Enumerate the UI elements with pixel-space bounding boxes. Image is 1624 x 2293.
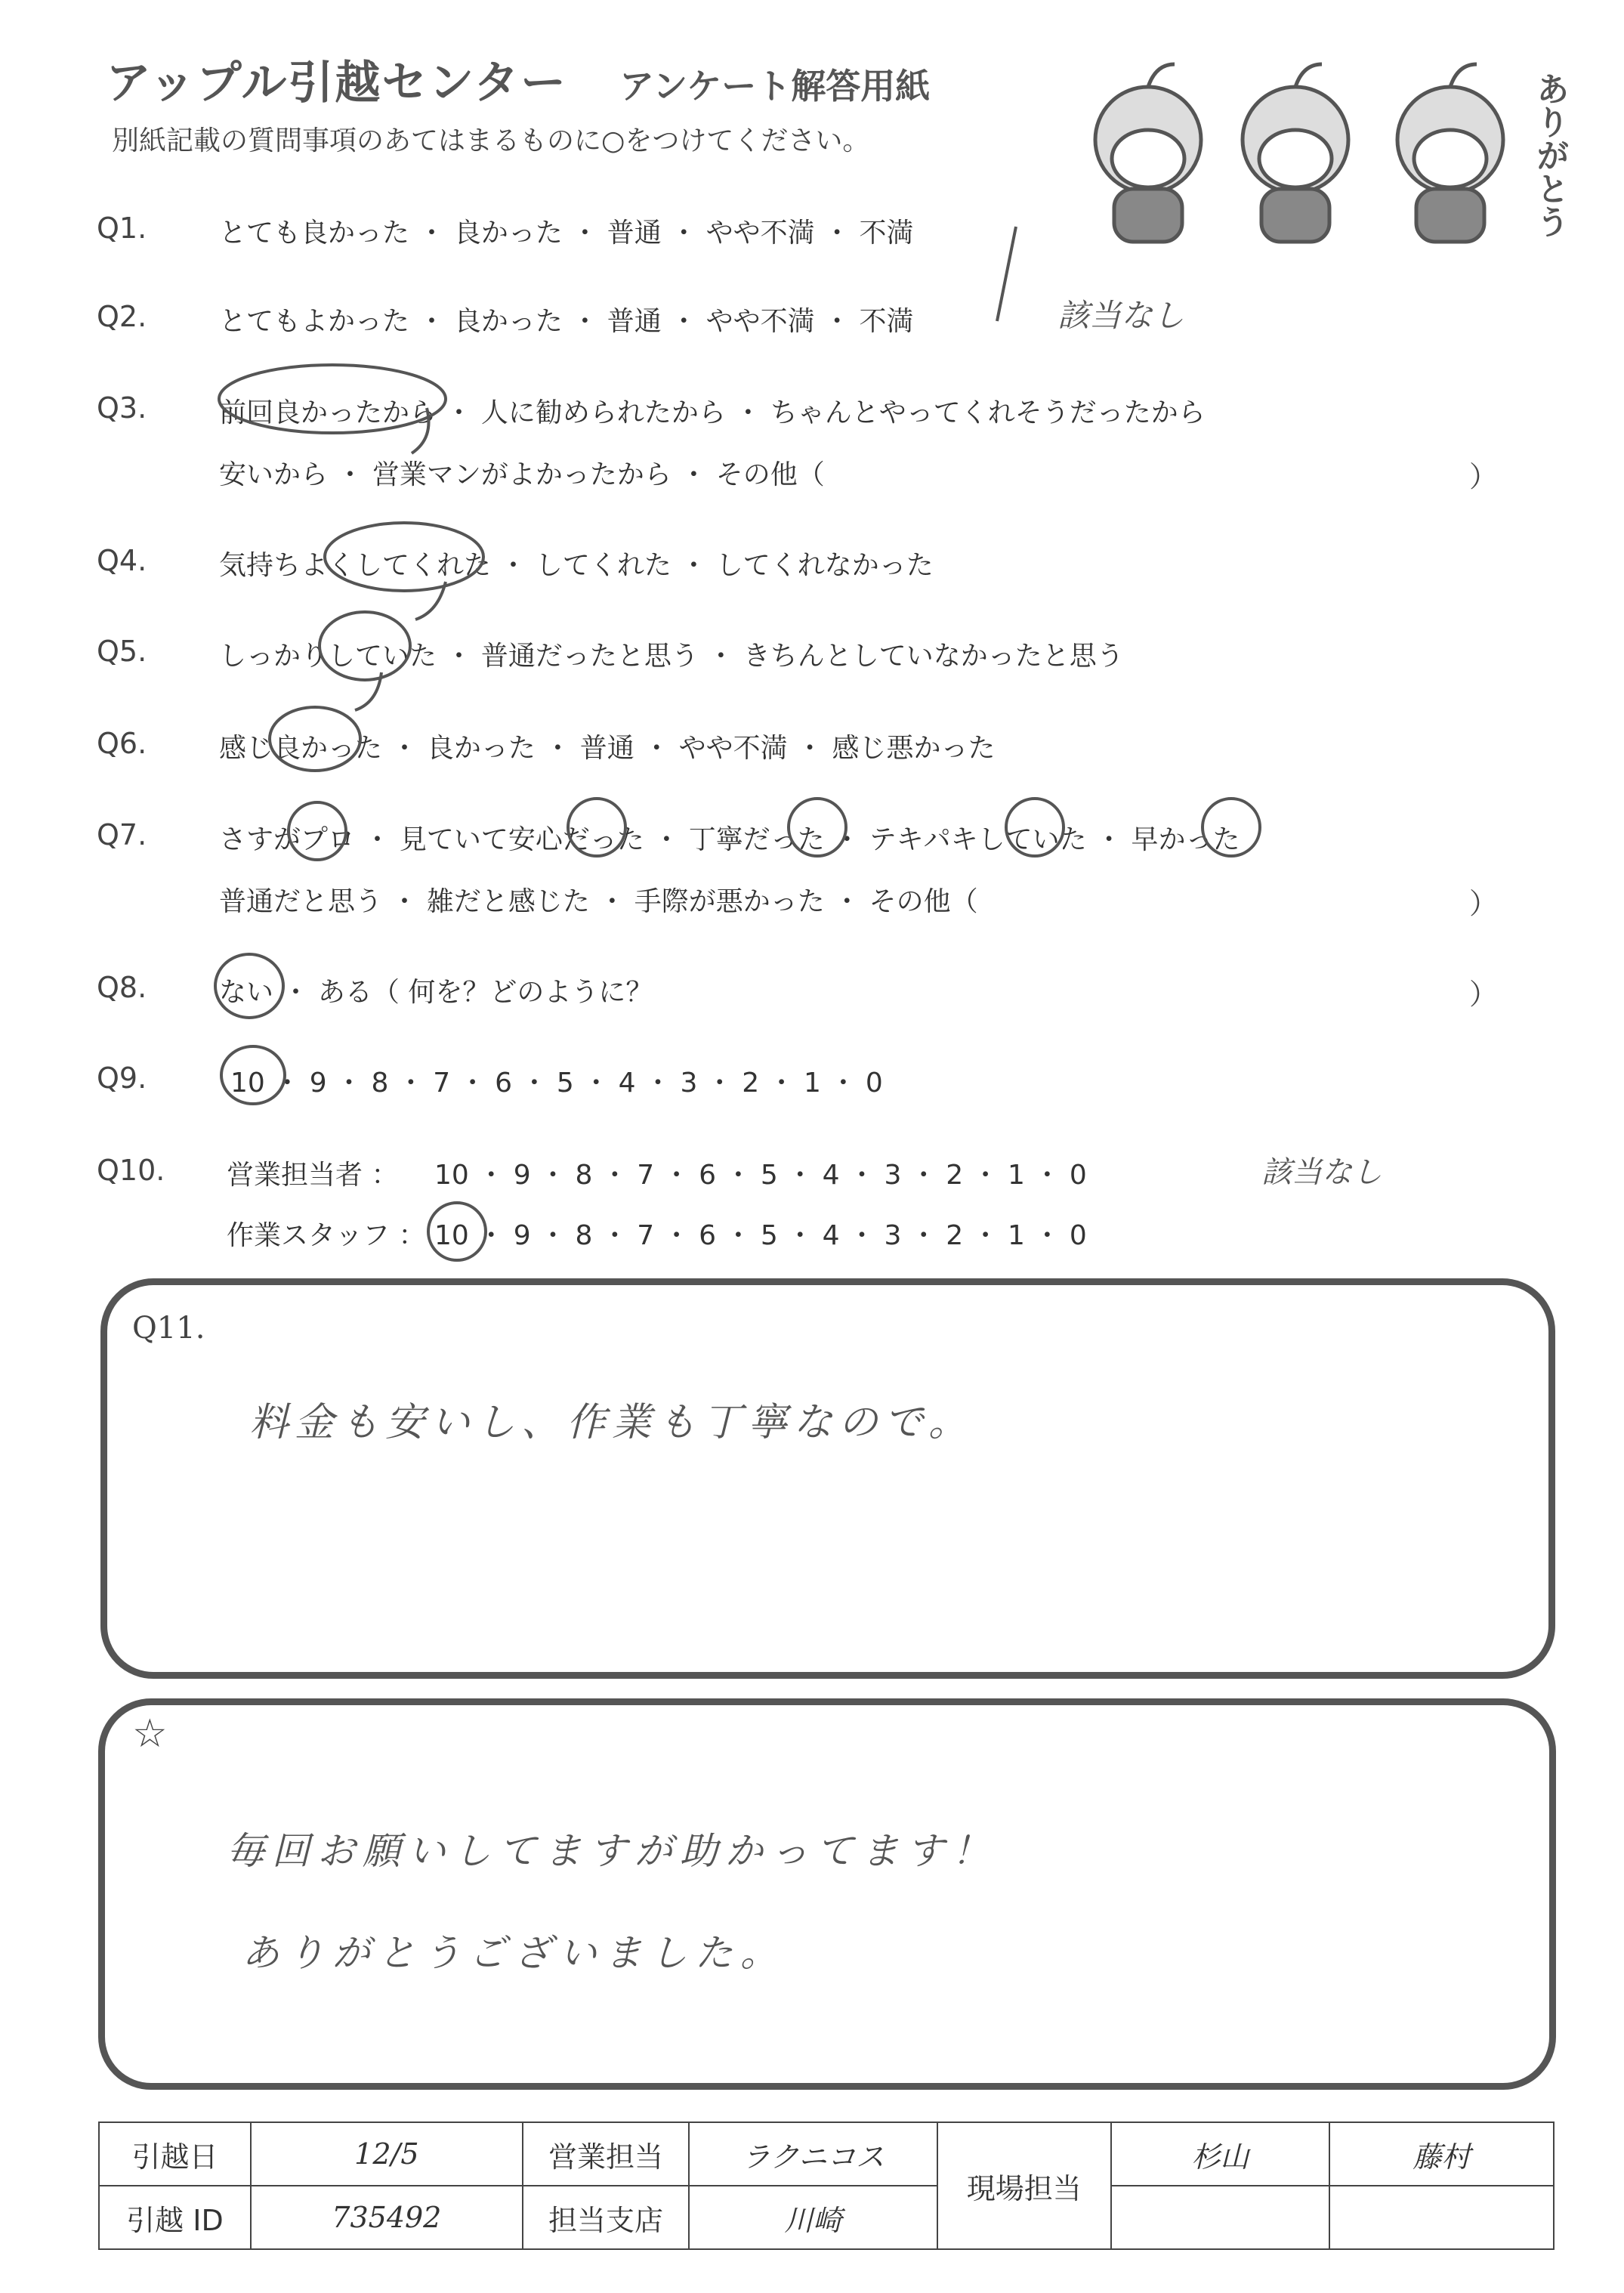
q7-answer-circle-3 (789, 799, 846, 856)
instruction-text: 別紙記載の質問事項のあてはまるものに○をつけてください。 (112, 125, 870, 156)
q3-answer-tail (412, 408, 429, 453)
q10-staff-scale: 10 ・ 9 ・ 8 ・ 7 ・ 6 ・ 5 ・ 4 ・ 3 ・ 2 ・ 1 ・ 0 (434, 1220, 1087, 1251)
q7-answer-circle-4 (1006, 799, 1064, 856)
mascot-thanks-text: ありがとう (1530, 72, 1569, 238)
q2-options: とてもよかった ・ 良かった ・ 普通 ・ やや不満 ・ 不満 (219, 306, 914, 337)
q9-answer-circle (221, 1046, 285, 1104)
q8-close-paren: ） (1469, 978, 1499, 1011)
q7-answer-circle-5 (1203, 799, 1260, 856)
q7-options-line2: 普通だと思う ・ 雑だと感じた ・ 手際が悪かった ・ その他（ (219, 886, 978, 917)
form-subtitle: アンケート解答用紙 (619, 66, 931, 107)
q8-label: Q8. (97, 971, 147, 1004)
branch-value: 川崎 (689, 2186, 937, 2249)
q6-answer-circle (270, 707, 360, 771)
site-rep-2-empty-cell (1329, 2186, 1554, 2249)
site-rep-1-empty-cell (1111, 2186, 1329, 2249)
q5-answer-circle (320, 612, 410, 680)
q9-label: Q9. (97, 1062, 147, 1095)
q8-answer-circle (215, 954, 283, 1018)
q6-options: 感じ良かった ・ 良かった ・ 普通 ・ やや不満 ・ 感じ悪かった (219, 733, 996, 764)
q10-label: Q10. (97, 1154, 165, 1187)
q9-scale: 10 ・ 9 ・ 8 ・ 7 ・ 6 ・ 5 ・ 4 ・ 3 ・ 2 ・ 1 ・ 0 (230, 1068, 883, 1099)
star-icon: ☆ (132, 1711, 168, 1757)
q4-label: Q4. (97, 544, 147, 577)
q7-label: Q7. (97, 818, 147, 851)
q1-q2-bracket-line (997, 227, 1016, 321)
q3-options-line1: 前回良かったから ・ 人に勧められたから ・ ちゃんとやってくれそうだったから (219, 397, 1206, 428)
q5-options: しっかりしていた ・ 普通だったと思う ・ きちんとしていなかったと思う (219, 641, 1124, 672)
q7-answer-circle-1 (289, 802, 346, 860)
q1-options: とても良かった ・ 良かった ・ 普通 ・ やや不満 ・ 不満 (219, 218, 914, 249)
q7-close-paren: ） (1469, 887, 1499, 920)
q6-label: Q6. (97, 727, 147, 760)
q4-answer-circle (325, 523, 483, 591)
q2-label: Q2. (97, 300, 147, 333)
company-title: アップル引越センター (106, 57, 567, 110)
footer-info-table (98, 2121, 1555, 2250)
q10-sales-handwritten-note: 該当なし (1261, 1155, 1382, 1190)
q7-answer-circle-2 (568, 799, 625, 856)
q10-staff-answer-circle (428, 1203, 486, 1260)
q3-answer-circle (219, 365, 446, 433)
q2-handwritten-note: 該当なし (1057, 297, 1185, 334)
free-comment-line1: 毎回お願いしてますが助かってます！ (227, 1829, 997, 1873)
q3-close-paren: ） (1469, 460, 1499, 493)
moving-date-value: 12/5 (251, 2122, 523, 2186)
q5-label: Q5. (97, 635, 147, 668)
free-comment-box (98, 1698, 1556, 2090)
q4-options: 気持ちよくしてくれた ・ してくれた ・ してくれなかった (219, 550, 934, 581)
site-rep-1-value: 杉山 (1111, 2122, 1329, 2186)
q11-handwritten-answer: 料金も安いし、作業も丁寧なので。 (249, 1400, 974, 1445)
q10-staff-label: 作業スタッフ ： (227, 1220, 426, 1251)
branch-label: 担当支店 (523, 2186, 689, 2249)
site-rep-2-value: 藤村 (1329, 2122, 1554, 2186)
q10-sales-scale: 10 ・ 9 ・ 8 ・ 7 ・ 6 ・ 5 ・ 4 ・ 3 ・ 2 ・ 1 ・ 0 (434, 1160, 1087, 1191)
sales-rep-value: ラクニコス (689, 2122, 937, 2186)
free-comment-line2: ありがとうございました。 (242, 1931, 786, 1975)
moving-id-value: 735492 (251, 2186, 523, 2249)
q11-label: Q11. (132, 1311, 205, 1346)
q11-comment-box (100, 1278, 1555, 1679)
q10-sales-label: 営業担当者 ： (227, 1160, 399, 1191)
q3-options-line2: 安いから ・ 営業マンがよかったから ・ その他（ (219, 459, 825, 490)
q1-label: Q1. (97, 212, 147, 245)
moving-date-label: 引越日 (99, 2122, 251, 2186)
sales-rep-label: 営業担当 (523, 2122, 689, 2186)
moving-id-label: 引越 ID (99, 2186, 251, 2249)
q8-options: ない ・ ある（ 何を？どのように？ (219, 977, 653, 1008)
q3-label: Q3. (97, 391, 147, 425)
q7-options-line1: さすがプロ ・ 見ていて安心だった ・ 丁寧だった ・ テキパキしていた ・ 早かった (219, 824, 1240, 855)
site-rep-label: 現場担当 (937, 2122, 1111, 2249)
